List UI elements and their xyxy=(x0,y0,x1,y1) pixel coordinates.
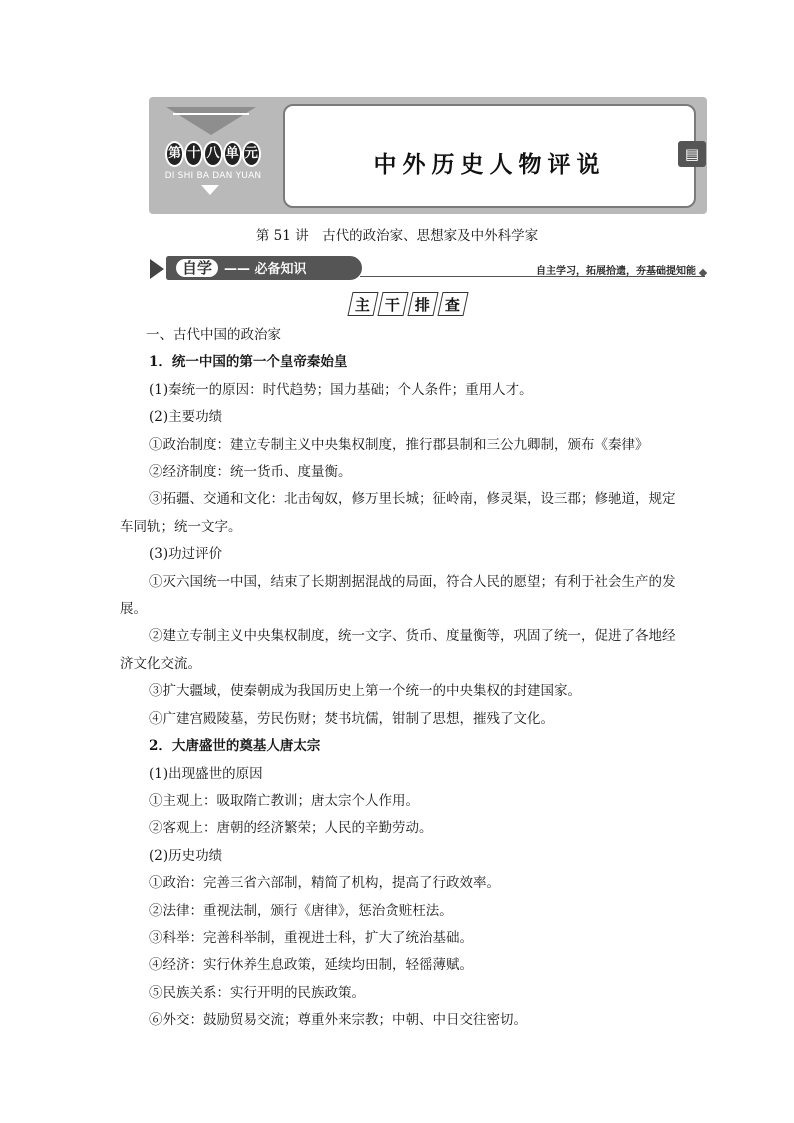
subheading: 2．大唐盛世的奠基人唐太宗 xyxy=(149,738,321,755)
paragraph: (2)主要功绩 xyxy=(149,409,223,426)
paragraph: ③扩大疆域，使秦朝成为我国历史上第一个统一的中央集权的封建国家。 xyxy=(149,683,581,700)
subtitle-char: 查 xyxy=(445,295,461,314)
triangle-decoration xyxy=(166,107,256,135)
title-panel xyxy=(283,104,696,208)
subtitle xyxy=(350,292,470,316)
paragraph: ②客观上：唐朝的经济繁荣；人民的辛勤劳动。 xyxy=(149,820,433,837)
paragraph: ②经济制度：统一货币、度量衡。 xyxy=(149,464,352,481)
subtitle-char: 干 xyxy=(385,295,401,314)
paragraph: ②法律：重视法制，颁行《唐律》，惩治贪赃枉法。 xyxy=(149,902,453,919)
subtitle-char-box xyxy=(437,292,468,316)
paragraph: ②建立专制主义中央集权制度，统一文字、货币、度量衡等，巩固了统一，促进了各地经济文化交流。 xyxy=(120,628,676,672)
subtitle-char: 主 xyxy=(355,295,371,314)
section-tag-sub: —— 必备知识 xyxy=(224,262,307,277)
section-tag-main: 自学 xyxy=(176,259,218,277)
paragraph: ⑤民族关系：实行开明的民族政策。 xyxy=(149,984,365,1001)
paragraph: (3)功过评价 xyxy=(149,546,223,563)
paragraph: ⑥外交：鼓励贸易交流；尊重外来宗教；中朝、中日交往密切。 xyxy=(149,1012,527,1029)
unit-label xyxy=(165,141,261,169)
paragraph: ①政治制度：建立专制主义中央集权制度，推行郡县制和三公九卿制，颁布《秦律》 xyxy=(149,436,649,453)
unit-char: 元 xyxy=(242,141,261,167)
paragraph: ①灭六国统一中国，结束了长期割据混战的局面，符合人民的愿望；有利于社会生产的发展。 xyxy=(120,573,676,618)
book-search-icon: ▤ xyxy=(678,141,706,167)
lecture-title: 第 51 讲 古代的政治家、思想家及中外科学家 xyxy=(255,228,539,244)
paragraph: (2)历史功绩 xyxy=(149,847,223,864)
unit-char: 第 xyxy=(165,141,184,167)
unit-char: 八 xyxy=(203,141,222,167)
paragraph: (1)秦统一的原因：时代趋势；国力基础；个人条件；重用人才。 xyxy=(149,381,533,398)
unit-char: 十 xyxy=(184,141,203,167)
heading: 一、古代中国的政治家 xyxy=(146,327,281,343)
unit-pinyin: DI SHI BA DAN YUAN xyxy=(164,171,262,181)
unit-title: 中外历史人物评说 xyxy=(373,152,606,178)
subtitle-char: 排 xyxy=(415,295,431,314)
section-slogan: 自主学习，拓展拾遗，夯基础提知能 xyxy=(536,266,696,277)
main-content xyxy=(120,322,680,1035)
paragraph: ①政治：完善三省六部制，精简了机构，提高了行政效率。 xyxy=(149,875,500,892)
divider xyxy=(173,113,249,115)
subtitle-char-box xyxy=(377,292,408,316)
subtitle-char-box xyxy=(407,292,438,316)
arrow-right-icon xyxy=(150,259,164,279)
down-triangle-icon xyxy=(201,185,219,195)
unit-char: 单 xyxy=(223,141,242,167)
unit-banner xyxy=(149,97,707,214)
paragraph: ③科举：完善科举制，重视进士科，扩大了统治基础。 xyxy=(149,929,473,946)
paragraph: ①主观上：吸取隋亡教训；唐太宗个人作用。 xyxy=(149,792,419,809)
section-header xyxy=(150,256,710,282)
paragraph: (1)出现盛世的原因 xyxy=(149,765,263,782)
paragraph: ④广建宫殿陵墓，劳民伤财；焚书坑儒，钳制了思想，摧残了文化。 xyxy=(149,710,554,727)
paragraph: ③拓疆、交通和文化：北击匈奴，修万里长城；征岭南，修灵渠，设三郡；修驰道，规定车同轨；统一文字。 xyxy=(120,491,676,535)
section-tag xyxy=(166,256,362,280)
paragraph: ④经济：实行休养生息政策，延续均田制，轻徭薄赋。 xyxy=(149,957,473,974)
subtitle-char-box xyxy=(347,292,378,316)
subheading: 1．统一中国的第一个皇帝秦始皇 xyxy=(149,354,348,371)
unit-badge xyxy=(161,107,261,195)
